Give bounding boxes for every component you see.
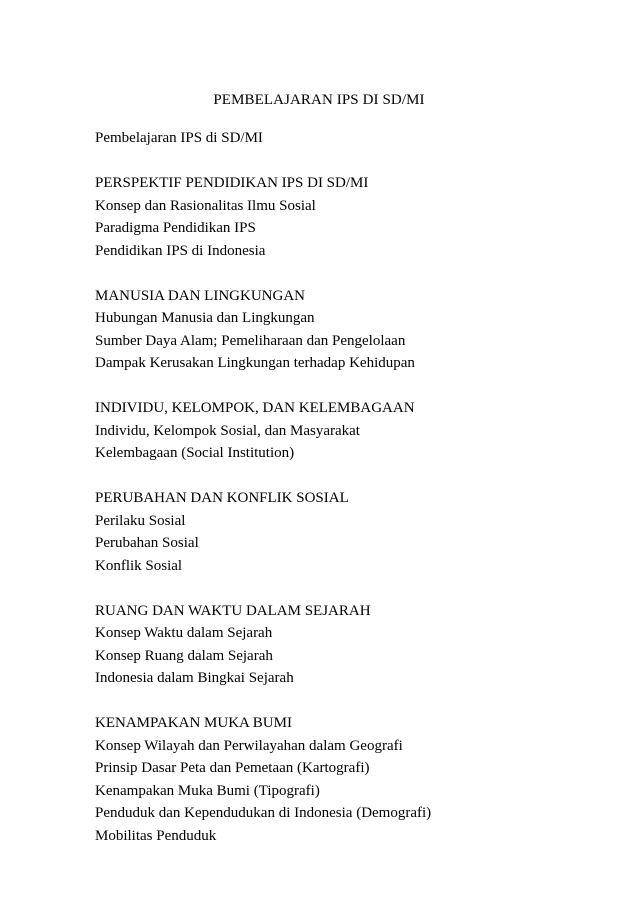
section-heading: MANUSIA DAN LINGKUNGAN <box>95 287 305 304</box>
document-content <box>95 127 595 847</box>
section-heading: RUANG DAN WAKTU DALAM SEJARAH <box>95 602 371 619</box>
section-item: Perilaku Sosial <box>95 512 186 529</box>
section-item: Konsep Wilayah dan Perwilayahan dalam Geografi <box>95 737 403 754</box>
section-item: Prinsip Dasar Peta dan Pemetaan (Kartografi) <box>95 760 370 776</box>
section-item: Perubahan Sosial <box>95 535 199 551</box>
section-heading: KENAMPAKAN MUKA BUMI <box>95 715 292 731</box>
section-item: Kenampakan Muka Bumi (Tipografi) <box>95 782 320 799</box>
document-title: PEMBELAJARAN IPS DI SD/MI <box>213 92 425 108</box>
section-item: Kelembagaan (Social Institution) <box>95 445 295 461</box>
section-item: Sumber Daya Alam; Pemeliharaan dan Pengelolaan <box>95 332 406 349</box>
section-item: Dampak Kerusakan Lingkungan terhadap Kehidupan <box>95 355 415 371</box>
section-item: Penduduk dan Kependudukan di Indonesia (Demografi) <box>95 805 432 821</box>
section-item: Mobilitas Penduduk <box>95 827 217 844</box>
section-item: Konsep Ruang dalam Sejarah <box>95 647 273 664</box>
section-item: Paradigma Pendidikan IPS <box>95 220 256 236</box>
section-item: Konflik Sosial <box>95 557 183 574</box>
section-item: Konsep Waktu dalam Sejarah <box>95 625 273 641</box>
section-item: Pendidikan IPS di Indonesia <box>95 242 266 259</box>
section-heading: INDIVIDU, KELOMPOK, DAN KELEMBAGAAN <box>95 400 415 416</box>
section-item: Hubungan Manusia dan Lingkungan <box>95 310 315 326</box>
section-item: Individu, Kelompok Sosial, dan Masyarakat <box>95 422 360 439</box>
spacer <box>95 577 595 600</box>
section-item: Konsep dan Rasionalitas Ilmu Sosial <box>95 197 316 214</box>
section-heading: PERSPEKTIF PENDIDIKAN IPS DI SD/MI <box>95 175 369 191</box>
section-heading: PERUBAHAN DAN KONFLIK SOSIAL <box>95 490 349 506</box>
spacer <box>95 465 595 488</box>
intro-line: Pembelajaran IPS di SD/MI <box>95 130 263 146</box>
spacer <box>95 262 595 285</box>
section-item: Indonesia dalam Bingkai Sejarah <box>95 670 294 686</box>
spacer <box>95 690 595 713</box>
spacer <box>95 150 595 173</box>
spacer <box>95 375 595 398</box>
